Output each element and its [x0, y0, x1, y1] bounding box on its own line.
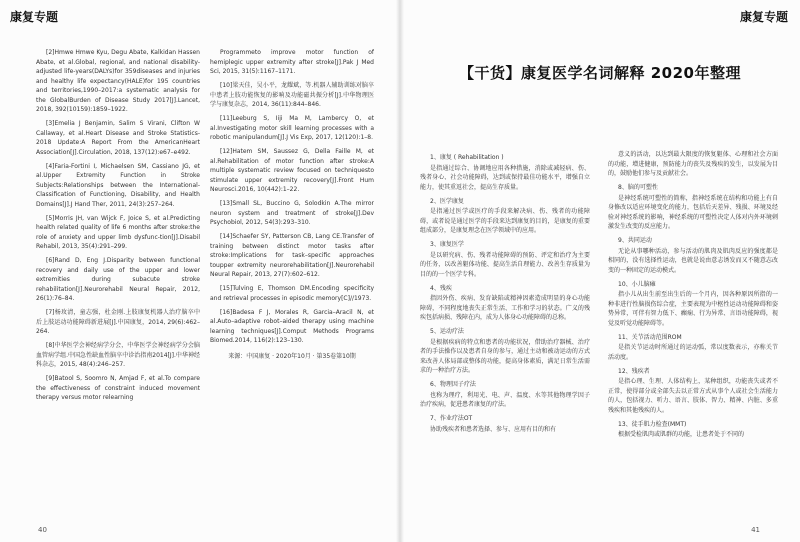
term-definition: 是指通过医学或医疗的手段来解决病、伤、残者的功能障碍，或者说是通过医学的手段来达到康复的目的，是康复的重要组成部分，是康复理念在医学领域中的应用。: [420, 208, 590, 234]
term-heading: 10、小儿脑瘫: [618, 280, 656, 288]
term-heading: 13、徒手肌力检查(MMT): [618, 420, 687, 428]
term-heading: 7、作业疗法OT: [430, 415, 473, 422]
left-page-number: 40: [38, 526, 47, 534]
reference-entry: [14]Schaefer SY, Patterson CB, Lang CE.Transfer of training between distinct motor tasks after stroke:Implications for task–specific approaches toupper extremity neurorehabilitation[J].Neurorehabil Neural Repair, 2013, 27(7):602–612.: [210, 233, 374, 278]
term-heading: 12、残疾者: [618, 367, 650, 375]
term-definition: 根据受检肌肉或肌群的功能，让患者处于不同的: [618, 431, 745, 438]
term-definition: 是根据疾病的特点和患者的功能状况，借助治疗器械、治疗者的手法操作以及患者自身的参与，通过主动和被动运动的方式来改善人体局部或整体的功能，提高身体素质，满足日常生活需求的一种治疗方法。: [420, 338, 590, 374]
source-line: 来源：中国康复 · 2020年10月 · 第35卷第10期: [228, 352, 356, 360]
term-heading: 4、残疾: [430, 284, 452, 292]
reference-entry: [5]Morris JH, van Wijck F, Joice S, et al.Predicting health related quality of life 6 months after stroke:the role of anxiety and upper limb dysfunc-tion[J].Disabil Rehabil, 2013, 35(4):291–299.: [36, 214, 200, 250]
reference-entry: [13]Small SL, Buccino G, Solodkin A.The mirror neuron system and treatment of stroke[J].Dev Psychobiol, 2012, 54(3):293–310.: [210, 200, 374, 226]
term-heading: 6、物理因子疗法: [430, 381, 476, 388]
reference-entry: [15]Tulving E, Thomson DM.Encoding specificity and retrieval processes in episodic memory[C]//1973.: [210, 285, 374, 302]
article-title: 【干货】康复医学名词解释 2020年整理: [459, 64, 741, 82]
right-article-column-1: [420, 150, 590, 518]
reference-entry: [6]Rand D, Eng J.Disparity between functional recovery and daily use of the upper and lower extremities during subacute stroke rehabilitation[J].Neurorehabil Neural Repair, 2012, 26(1):76–84.: [36, 257, 200, 302]
term-heading: 2、医学康复: [430, 197, 464, 205]
term-definition: 是以研究病、伤、残者功能障碍的预防、评定和治疗为主要的任务，以改善躯体功能、提高生活自理能力、改善生存质量为目的的一个医学专科。: [420, 251, 590, 278]
term-heading: 8、脑的可塑性: [618, 184, 658, 191]
reference-entry: [10]梁天佳，吴小平，龙耀斌，等.机器人辅助训练对脑卒中患者上肢功能恢复的影响及功能磁共振分析[J].中华物理医学与康复杂志，2014, 36(11):844–846.: [210, 82, 374, 108]
reference-entry: [12]Hatem SM, Saussez G, Della Faille M, et al.Rehabilitation of motor function after stroke:A multiple systematic review focused on techniquesto stimulate upper extremity recovery[J].Front Hum Neurosci.2016, 10(442):1–22.: [210, 148, 374, 193]
reference-entry: [9]Batool S, Soomro N, Amjad F, et al.To compare the effectiveness of constraint induced movement therapy versus motor relearning: [36, 375, 200, 401]
term-definition: 是指通过综合、协调地应用各种措施，消除或减轻病、伤、残者身心、社会功能障碍，达到或保持最佳功能水平，增强自立能力，使其重返社会，提高生存质量。: [420, 164, 590, 191]
reference-entry: [4]Faria-Fortini I, Michaelsen SM, Cassiano JG, et al.Upper Extremity Function in Stroke Subjects:Relationships between the International-Classification of Functioning, Disability, and Health Domains[J].J Hand Ther, 2011, 24(3):257–264.: [36, 162, 200, 208]
term-definition: 指小儿从出生前至出生后的一个月内，因各种原因所指的一种非进行性脑损伤综合症，主要表现为中枢性运动功能障碍和姿势异常，可伴有智力低下、癫痫、行为异常、言语功能障碍，视觉及听觉功能障碍等。: [608, 291, 778, 327]
term-definition: 指因外伤、疾病、发育缺陷或精神因素造成明显的身心功能障碍，不同程度地丧失正常生活、工作和学习的状态。广义的残疾包括病损、残障在内，成为人体身心功能障碍的总称。: [420, 295, 590, 321]
page-gutter: [396, 0, 404, 542]
reference-entry: [16]Badesa F J, Morales R, Garcia–Aracil N, et al.Auto–adaptive robot–aided therapy using machine learning techniques[J].Comput Methods Programs Biomed.2014, 116(2):123–130.: [210, 308, 374, 344]
term-definition: 是指关节运动时所通过的运动弧，常以度数表示，亦称关节活动度。: [608, 344, 778, 361]
term-definition: 无论从事哪种活动，参与活动的肌肉及肌肉反应的强度都是相同的，没有选择性运动，也就是说由意志诱发而又不随意志改变的一种固定的运动模式。: [608, 247, 778, 274]
term-heading: 9、共同运动: [618, 237, 652, 244]
term-definition: 意义的活动，以达到最大限度的恢复躯体、心理和社会方面的功能，增进健康，预防能力的丧失及残疾的发生，以发展为目的，鼓励他们参与及贡献社会。: [608, 151, 778, 177]
reference-entry: [8]中华医学会神经病学分会，中华医学会神经病学分会脑血管病学组.中国急性缺血性脑卒中诊治指南2014[J].中华神经科杂志，2015, 48(4):246–257.: [36, 342, 200, 368]
left-page-header: 康复专题: [10, 10, 59, 24]
term-definition: 是神经系统可塑性的简称，指神经系统在结构和功能上有自身修改以适应环境变化的能力，包括后天差异、残损、环境及经验对神经系统的影响，神经系统的可塑性决定人体对内外环境刺激发生改变的反应能力。: [608, 194, 778, 230]
term-heading: 11、关节活动范围ROM: [618, 333, 682, 341]
term-definition: 是指心理、生理、人体结构上，某种组织，功能丧失或者不正常，使得部分或全部失去以正常方式从事个人或社会生活能力的人，包括视力、听力、语言、肢体、智力、精神、内脏、多重残疾和其他残疾的人。: [608, 378, 778, 414]
term-definition: 也称为理疗，利用光、电、声、温度、水等其他物理学因子治疗疾病，促进患者康复的疗法。: [420, 391, 590, 408]
reference-entry: [3]Emelia J Benjamin, Salim S Virani, Clifton W Callaway, et al.Heart Disease and Stroke Statistics-2018 Update:A Report From the AmericanHeart Association[J].Circulation, 2018, 137(12):e67–e492.: [36, 120, 200, 156]
right-page-number: 41: [751, 526, 760, 534]
term-heading: 3、康复医学: [430, 241, 464, 248]
term-heading: 5、运动疗法: [430, 328, 464, 335]
reference-entry: Programmeto improve motor function of hemiplegic upper extremity after stroke[J].Pak J Med Sci, 2015, 31(5):1167–1171.: [210, 49, 374, 75]
right-article-column-2: [608, 150, 778, 518]
left-references-column-2: [210, 48, 374, 514]
left-references-column-1: [36, 48, 200, 514]
term-definition: 协助残疾者和患者选择、参与、应用有目的和有: [430, 425, 557, 433]
reference-entry: [11]Leeburg S, Iiji Ma M, Lambercy O, et al.Investigating motor skill learning processes with a robotic manipulandum[J].J Vis Exp, 2017, 12(120):1–8.: [210, 115, 374, 141]
reference-entry: [7]杨玫清，童志强，杜金刚.上肢康复机器人治疗脑卒中后上肢运动功能障碍新进展[J].中国康复，2014, 29(6):462–264.: [36, 309, 200, 335]
reference-entry: [2]Hmwe Hmwe Kyu, Degu Abate, Kalkidan Hassen Abate, et al.Global, regional, and national disability-adjusted life-years(DALYs)for 359diseases and injuries and healthy life expectancy(HALE)for 195 countries and territories,1990–2017:a systematic analysis for the GlobalBurden of Disease Study 2017[J].Lancet, 2018, 392(10159):1859–1922.: [36, 49, 200, 113]
right-page: [400, 0, 800, 542]
term-heading: 1、康复 ( Rehabilitation ): [430, 154, 504, 161]
right-page-header: 康复专题: [739, 10, 788, 24]
